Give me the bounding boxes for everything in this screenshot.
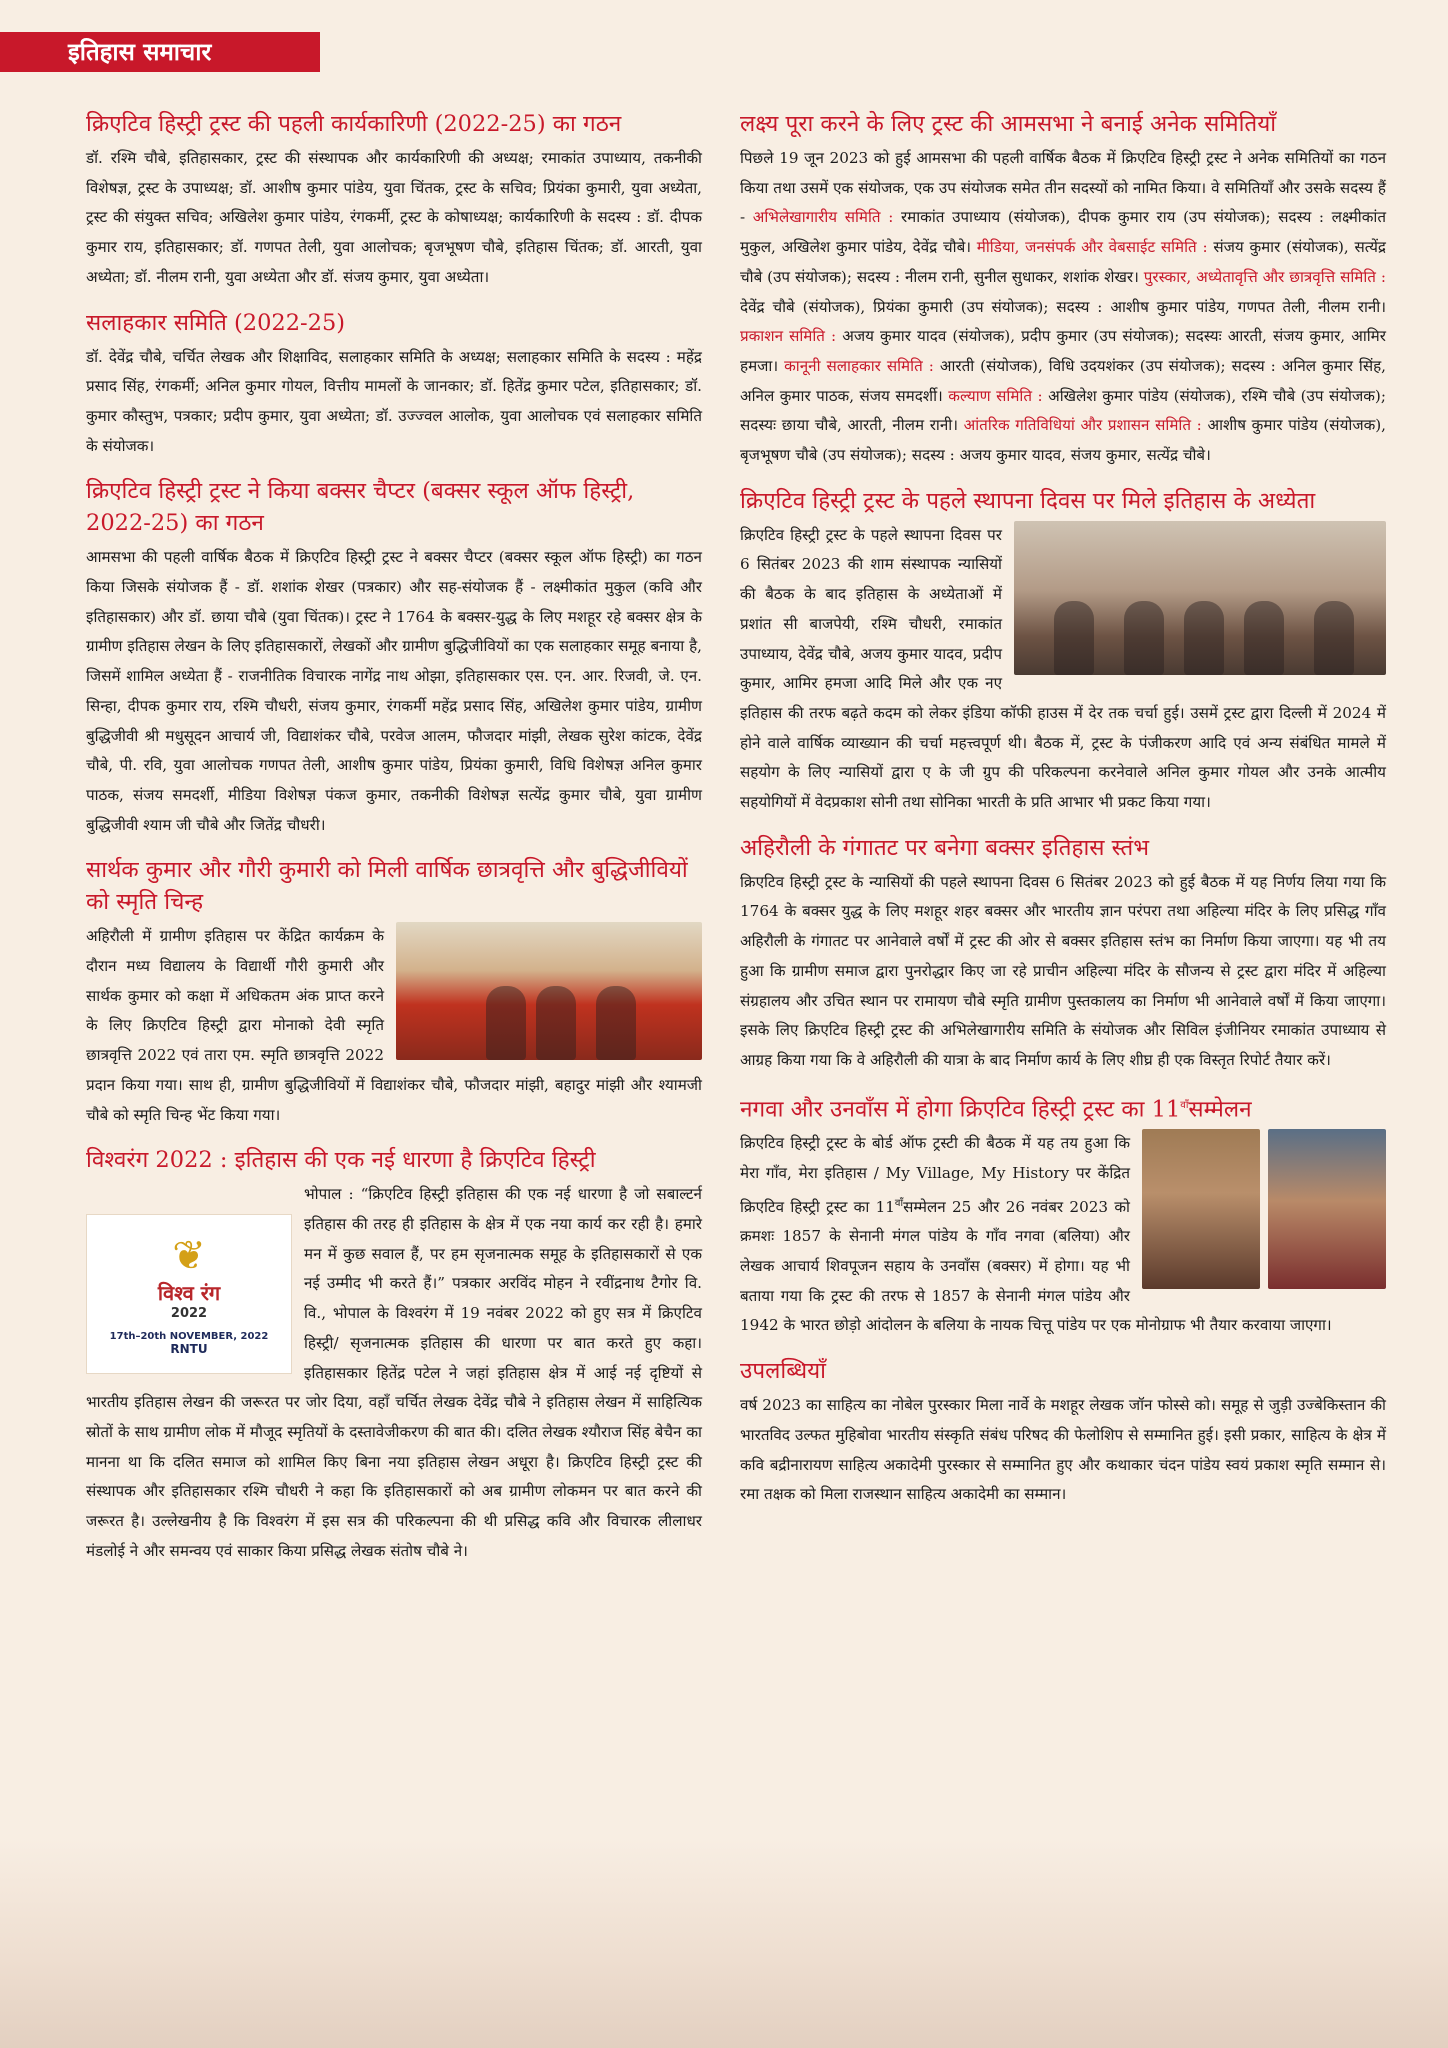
wings-icon: ❦: [172, 1232, 206, 1279]
committee-text: संजय कुमार (संयोजक), सत्येंद्र चौबे (उप संयोजक); सदस्य : नीलम रानी, सुनील सुधाकर, शशांक शेखर।: [740, 238, 1386, 286]
committee-text: आशीष कुमार पांडेय (संयोजक), बृजभूषण चौबे (उप संयोजक); सदस्य : अजय कुमार यादव, संजय कुमार, सत्येंद्र चौबे।: [740, 416, 1386, 465]
article-foundation-day: [740, 485, 1386, 818]
committee-text: अखिलेश कुमार पांडेय (संयोजक), रश्मि चौबे (उप संयोजक); सदस्यः छाया चौबे, आरती, नीलम रानी।: [740, 386, 1386, 435]
committee-name: प्रकाशन समिति :: [740, 327, 837, 346]
portrait-photos: [1142, 1129, 1386, 1289]
article-conference: [740, 1090, 1386, 1341]
article-heading: विश्वरंग 2022 : इतिहास की एक नई धारणा है क्रिएटिव हिस्ट्री: [86, 1147, 596, 1174]
logo-title: विश्व रंग: [157, 1280, 221, 1305]
committee-name: कानूनी सलाहकार समिति :: [784, 356, 934, 375]
article-body: डॉ. रश्मि चौबे, इतिहासकार, ट्रस्ट की संस्थापक और कार्यकारिणी की अध्यक्ष; रमाकांत उपाध्याय, तकनीकी विशेषज्ञ, ट्रस्ट के उपाध्यक्ष; डॉ. आशीष कुमार पांडेय, युवा चिंतक, ट्रस्ट के सचिव; प्रियंका कुमारी, युवा अध्येता, ट्रस्ट की संयुक्त सचिव; अखिलेश कुमार पांडेय, रंगकर्मी, ट्रस्ट के कोषाध्यक्ष; कार्यकारिणी के सदस्य : डॉ. दीपक कुमार राय, इतिहासकार; डॉ. गणपत तेली, युवा आलोचक; बृजभूषण चौबे, इतिहास चिंतक; डॉ. आरती, युवा अध्येता; डॉ. नीलम रानी, युवा अध्येता और डॉ. संजय कुमार, युवा अध्येता।: [86, 149, 702, 286]
right-column: [740, 108, 1386, 1524]
skyline-decoration: [0, 1838, 1448, 2048]
article-body: [740, 144, 1386, 471]
article-body: क्रिएटिव हिस्ट्री ट्रस्ट के पहले स्थापना दिवस पर 6 सितंबर 2023 की शाम संस्थापक न्यासियों की बैठक के बाद इतिहास के अध्येताओं में प्रशांत सी बाजपेयी, रश्मि चौधरी, रमाकांत उपाध्याय, देवेंद्र चौबे, अजय कुमार यादव, प्रदीप कुमार, आमिर हमजा आदि मिले और एक नए इतिहास की तरफ बढ़ते कदम को लेकर इंडिया कॉफी हाउस में देर तक चर्चा हुई। उसमें ट्रस्ट द्वारा दिल्ली में 2024 में होने वाले वार्षिक व्याख्यान की चर्चा महत्त्वपूर्ण थी। बैठक में, ट्रस्ट के पंजीकरण आदि एवं अन्य संबंधित मामले में सहयोग के लिए न्यासियों द्वारा ए के जी ग्रुप की परिकल्पना करनेवाले अनिल कुमार गोयल और उनके आत्मीय सहयोगियों में वेदप्रकाश सोनी तथा सोनिका भारती के प्रति आभार भी प्रकट किया गया।: [740, 525, 1386, 812]
heading-superscript: वाँ: [1180, 1099, 1189, 1111]
intro-text: पिछले 19 जून 2023 को हुई आमसभा की पहली वार्षिक बैठक में क्रिएटिव हिस्ट्री ट्रस्ट ने अनेक समितियों का गठन किया तथा उसमें एक संयोजक, एक उप संयोजक समेत तीन सदस्यों को नामित किया। वे समितियाँ और उसके सदस्य हैं -: [740, 149, 1386, 227]
section-tab: इतिहास समाचार: [0, 32, 320, 72]
body-text: सम्मेलन 25 और 26 नवंबर 2023 को क्रमशः 1857 के सेनानी मंगल पांडेय के गाँव नगवा (बलिया) और लेखक आचार्य शिवपूजन सहाय के उनवाँस (बक्सर) में होगा। यह भी बताया गया कि ट्रस्ट की तरफ से 1857 के सेनानी मंगल पांडेय और 1942 के भारत छोड़ो आंदोलन के बलिया के नायक चित्तू पांडेय पर एक मोनोग्राफ भी तैयार करवाया जाएगा।: [740, 1197, 1332, 1335]
logo-dates: 17th–20th NOVEMBER, 2022: [109, 1330, 269, 1342]
article-heading: सलाहकार समिति (2022-25): [86, 309, 346, 336]
article-body: डॉ. देवेंद्र चौबे, चर्चित लेखक और शिक्षाविद, सलाहकार समिति के अध्यक्ष; सलाहकार समिति के सदस्य : महेंद्र प्रसाद सिंह, रंगकर्मी; अनिल कुमार गोयल, वित्तीय मामलों के जानकार; डॉ. हितेंद्र कुमार पटेल, इतिहासकार; डॉ. कुमार कौस्तुभ, पत्रकार; प्रदीप कुमार, युवा अध्येता; डॉ. उज्ज्वल आलोक, युवा आलोचक एवं सलाहकार समिति के संयोजक।: [86, 347, 702, 455]
article-buxar-chapter: [86, 475, 702, 840]
logo-year: 2022: [170, 1305, 208, 1321]
award-ceremony-photo: [396, 922, 702, 1060]
article-body: वर्ष 2023 का साहित्य का नोबेल पुरस्कार मिला नार्वे के मशहूर लेखक जॉन फोस्से को। समूह से जुड़ी उज्बेकिस्तान की भारतविद उल्फत मुहिबोवा भारतीय संस्कृति संबंध परिषद की फेलोशिप से सम्मानित हुई। इसी प्रकार, साहित्य के क्षेत्र में कवि बद्रीनारायण साहित्य अकादेमी पुरस्कार से सम्मानित हुए और कथाकार चंदन पांडेय स्वयं प्रकाश स्मृति सम्मान से। रमा तक्षक को मिला राजस्थान साहित्य अकादेमी का सम्मान।: [740, 1396, 1386, 1504]
article-executive: [86, 108, 702, 293]
article-heading: उपलब्धियाँ: [740, 1358, 826, 1385]
committee-name: आंतरिक गतिविधियां और प्रशासन समिति :: [963, 416, 1202, 435]
committee-name: मीडिया, जनसंपर्क और वेबसाईट समिति :: [976, 238, 1208, 257]
committee-name: कल्याण समिति :: [948, 386, 1043, 405]
article-body: क्रिएटिव हिस्ट्री ट्रस्ट के न्यासियों की पहले स्थापना दिवस 6 सितंबर 2023 को हुई बैठक में यह निर्णय लिया गया कि 1764 के बक्सर युद्ध के लिए मशहूर शहर बक्सर और भारतीय ज्ञान परंपरा तथा अहिल्या मंदिर के लिए प्रसिद्ध गाँव अहिरौली के गंगातट पर आनेवाले वर्षों में ट्रस्ट की ओर से बक्सर इतिहास स्तंभ का निर्माण किया जाएगा। यह भी तय हुआ कि ग्रामीण समाज द्वारा पुनरोद्धार किए जा रहे प्राचीन अहिल्या मंदिर के सौजन्य से ट्रस्ट द्वारा मंदिर में अहिल्या संग्रहालय और उचित स्थान पर रामायण चौबे स्मृति ग्रामीण पुस्तकालय का निर्माण भी आनेवाले वर्षों में किया जाएगा। इसके लिए क्रिएटिव हिस्ट्री ट्रस्ट की अभिलेखागारीय समिति के संयोजक और सिविल इंजीनियर रमाकांत उपाध्याय से आग्रह किया गया कि वे अहिरौली की यात्रा के बाद निर्माण कार्य के लिए शीघ्र ही एक विस्तृत रिपोर्ट तैयार करें।: [740, 872, 1386, 1069]
left-column: [86, 108, 702, 1580]
article-achievements: [740, 1355, 1386, 1510]
portrait-shivpujan-sahay: [1268, 1129, 1386, 1289]
article-heading: क्रिएटिव हिस्ट्री ट्रस्ट की पहली कार्यकारिणी (2022-25) का गठन: [86, 111, 622, 137]
portrait-mangal-pandey: [1142, 1129, 1260, 1289]
heading-text: सम्मेलन: [1188, 1096, 1252, 1123]
article-heading: क्रिएटिव हिस्ट्री ट्रस्ट के पहले स्थापना दिवस पर मिले इतिहास के अध्येता: [740, 487, 1316, 514]
article-body: भोपाल : “क्रिएटिव हिस्ट्री इतिहास की एक नई धारणा है जो सबाल्टर्न इतिहास की तरह ही इतिहास के क्षेत्र में एक नया कार्य कर रही है। हमारे मन में कुछ सवाल हैं, पर हम सृजनात्मक समूह के इतिहासकारों से एक नई उम्मीद भी करते हैं।” पत्रकार अरविंद मोहन ने रवींद्रनाथ टैगोर वि. वि., भोपाल के विश्वरंग में 19 नवंबर 2022 को हुए सत्र में क्रिएटिव हिस्ट्री/ सृजनात्मक इतिहास की धारणा पर बात करते हुए कहा। इतिहासकार हितेंद्र पटेल ने जहां इतिहास क्षेत्र में आई नई दृष्टियों से भारतीय इतिहास लेखन की जरूरत पर जोर दिया, वहाँ चर्चित लेखक देवेंद्र चौबे ने इतिहास लेखन में साहित्यिक स्रोतों के साथ ग्रामीण लोक में मौजूद स्मृतियों के दस्तावेजीकरण की बात की। दलित लेखक श्यौराज सिंह बेचैन का मानना था कि दलित समाज को शामिल किए बिना नया इतिहास लेखन अधूरा है। क्रिएटिव हिस्ट्री ट्रस्ट की संस्थापक और इतिहासकार रश्मि चौधरी ने कहा कि इतिहासकारों को अब ग्रामीण लोकमन पर बात करने की जरूरत है। उल्लेखनीय है कि विश्वरंग में इस सत्र की परिकल्पना की थी प्रसिद्ध कवि और विचारक लीलाधर मंडलोई ने और समन्वय एवं साकार किया प्रसिद्ध लेखक संतोष चौबे ने।: [86, 1185, 702, 1560]
logo-org: RNTU: [170, 1341, 208, 1356]
article-advisory: [86, 307, 702, 462]
committee-text: अजय कुमार यादव (संयोजक), प्रदीप कुमार (उप संयोजक); सदस्यः आरती, संजय कुमार, आमिर हमजा।: [740, 327, 1386, 375]
article-history-pillar: [740, 832, 1386, 1076]
article-heading: सार्थक कुमार और गौरी कुमारी को मिली वार्षिक छात्रवृत्ति और बुद्धिजीवियों को स्मृति चिन्ह: [86, 857, 688, 916]
article-heading: लक्ष्य पूरा करने के लिए ट्रस्ट की आमसभा ने बनाई अनेक समितियाँ: [740, 111, 1277, 137]
article-committees: [740, 108, 1386, 471]
body-text: क्रिएटिव हिस्ट्री ट्रस्ट के बोर्ड ऑफ ट्रस्टी की बैठक में यह तय हुआ कि मेरा गाँव, मेरा इतिहास / My Village, My History पर केंद्रित क्रिएटिव हिस्ट्री ट्रस्ट का 11: [740, 1134, 1130, 1216]
committee-name: पुरस्कार, अध्येतावृत्ति और छात्रवृत्ति समिति :: [1143, 267, 1386, 286]
article-heading: [740, 1090, 1386, 1126]
committee-text: रमाकांत उपाध्याय (संयोजक), दीपक कुमार राय (उप संयोजक); सदस्य : लक्ष्मीकांत मुकुल, अखिलेश कुमार पांडेय, देवेंद्र चौबे।: [740, 208, 1386, 257]
committee-name: अभिलेखागारीय समिति :: [752, 208, 894, 227]
meeting-photo: [1014, 521, 1386, 675]
committee-text: आरती (संयोजक), विधि उदयशंकर (उप संयोजक); सदस्य : अनिल कुमार सिंह, अनिल कुमार पाठक, संजय समदर्शी।: [740, 356, 1387, 405]
committee-text: देवेंद्र चौबे (संयोजक), प्रियंका कुमारी (उप संयोजक); सदस्य : आशीष कुमार पांडेय, गणपत तेली, नीलम रानी।: [740, 297, 1386, 316]
heading-text: नगवा और उनवाँस में होगा क्रिएटिव हिस्ट्री ट्रस्ट का 11: [740, 1096, 1181, 1123]
vishwarang-logo: [86, 1214, 292, 1374]
article-vishwarang: [86, 1144, 702, 1566]
article-heading: क्रिएटिव हिस्ट्री ट्रस्ट ने किया बक्सर चैप्टर (बक्सर स्कूल ऑफ हिस्ट्री, 2022-25) का गठन: [86, 478, 635, 537]
article-heading: अहिरौली के गंगातट पर बनेगा बक्सर इतिहास स्तंभ: [740, 834, 1150, 861]
article-body: आमसभा की पहली वार्षिक बैठक में क्रिएटिव हिस्ट्री ट्रस्ट ने बक्सर चैप्टर (बक्सर स्कूल ऑफ हिस्ट्री) का गठन किया जिसके संयोजक हैं - डॉ. शशांक शेखर (पत्रकार) और सह-संयोजक हैं - लक्ष्मीकांत मुकुल (कवि और इतिहासकार) और डॉ. छाया चौबे (युवा चिंतक)। ट्रस्ट ने 1764 के बक्सर-युद्ध के लिए मशहूर रहे बक्सर क्षेत्र के ग्रामीण इतिहास लेखन के लिए इतिहासकारों, लेखकों और ग्रामीण बुद्धिजीवियों का एक सलाहकार समूह बनाया है, जिसमें शामिल अध्येता हैं - राजनीतिक विचारक नागेंद्र नाथ ओझा, इतिहासकार एस. एन. आर. रिजवी, जे. एन. सिन्हा, दीपक कुमार राय, रश्मि चौधरी, संजय कुमार, रंगकर्मी महेंद्र प्रसाद सिंह, अखिलेश कुमार पांडेय, ग्रामीण बुद्धिजीवी श्री मधुसूदन आचार्य जी, विद्याशंकर चौबे, परवेज आलम, फौजदार मांझी, लेखक सुरेश कांटक, देवेंद्र चौबे, पी. रवि, युवा आलोचक गणपत तेली, आशीष कुमार पांडेय, प्रियंका कुमारी, विधि विशेषज्ञ अनिल कुमार पाठक, संजय समदर्शी, मीडिया विशेषज्ञ पंकज कुमार, तकनीकी विशेषज्ञ सत्येंद्र कुमार चौबे, युवा ग्रामीण बुद्धिजीवी श्याम जी चौबे और जितेंद्र चौधरी।: [86, 548, 702, 834]
article-body: अहिरौली में ग्रामीण इतिहास पर केंद्रित कार्यक्रम के दौरान मध्य विद्यालय के विद्यार्थी गौरी कुमारी और सार्थक कुमार को कक्षा में अधिकतम अंक प्राप्त करने के लिए क्रिएटिव हिस्ट्री द्वारा मोनाको देवी स्मृति छात्रवृत्ति 2022 एवं तारा एम. स्मृति छात्रवृत्ति 2022 प्रदान किया गया। साथ ही, ग्रामीण बुद्धिजीवियों में विद्याशंकर चौबे, फौजदार मांझी, बहादुर मांझी और श्यामजी चौबे को स्मृति चिन्ह भेंट किया गया।: [86, 927, 702, 1124]
body-superscript: वाँ: [894, 1197, 904, 1209]
article-scholarship: [86, 854, 702, 1130]
